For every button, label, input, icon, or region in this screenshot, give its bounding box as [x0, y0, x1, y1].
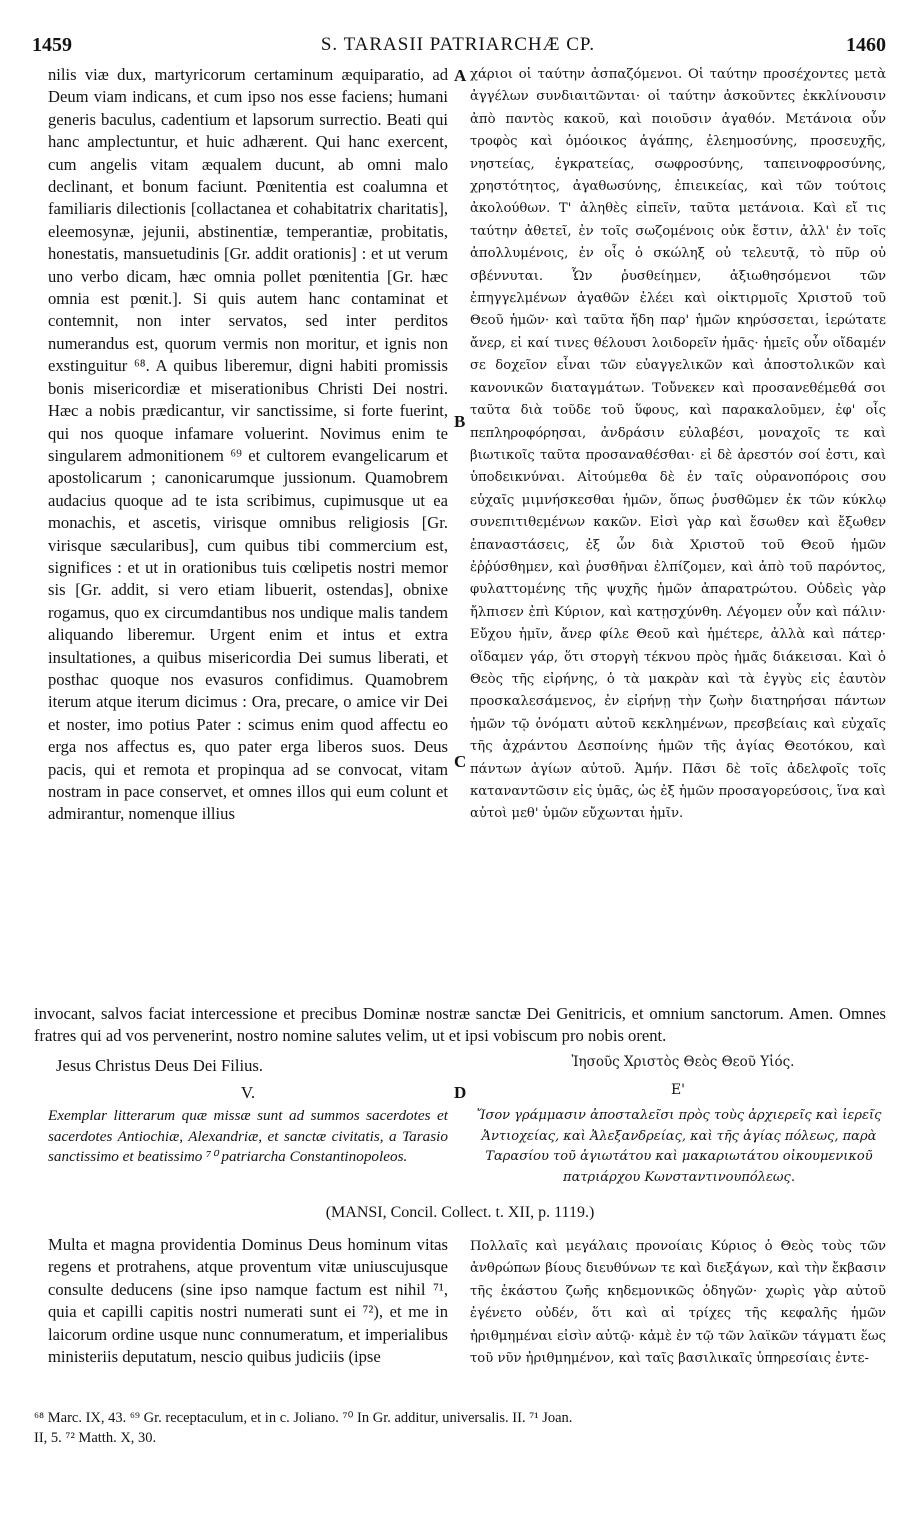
- letter-heading-latin: Exemplar litterarum quæ missæ sunt ad summos sacerdotes et sacerdotes Antiochiæ, Alexandriæ, et sanctæ civitatis, a Tarasio sanctissimo et beatissimo ⁷⁰ patriarcha Constantinopoleos.: [48, 1107, 448, 1165]
- greek-text-top: χάριοι οἱ ταύτην ἀσπαζόμενοι. Οἱ ταύτην προσέχοντες μετὰ ἀγγέλων συνδιαιτῶνται· οἱ ταύτην ἀσκοῦντες ἐκκλίνουσιν ἀπὸ παντὸς κακοῦ, καὶ ποιοῦσιν ἀγαθόν. Μετάνοια οὖν τροφὸς καὶ ὁμόοικος ἀγάπης, ἐλεημοσύνης, προσευχῆς, νηστείας, ἐγκρατείας, σωφροσύνης, ταπεινοφροσύνης, χρηστότητος, ἀγαθωσύνης, ἐπιεικείας, καὶ τῶν τούτοις ἀκολούθων. Τ' ἀληθὲς εἰπεῖν, ταῦτα μετάνοια. Καὶ εἴ τις ταύτην ἀθετεῖ, ἐν τοῖς σωζομένοις οὐκ ἔστιν, ἀλλ' ἐν τοῖς ἀπολλυμένοις, ἐν οἷς ὁ σκώληξ οὐ τελευτᾷ, τὸ πῦρ οὐ σβέννυται. Ὧν ῥυσθείημεν, ἀξιωθησόμενοι τῶν ἐπηγγελμένων ἀγαθῶν ἐλέει καὶ οἰκτιρμοῖς Χριστοῦ τοῦ Θεοῦ ἡμῶν· καὶ ταῦτα ἤδη παρ' ἡμῶν κηρύσσεται, ἱερώτατε ἄνερ, εἰ καί τινες θέλουσι λοιδορεῖν ἡμᾶς· ἡμεῖς οὖν οἴδαμέν σε δοχεῖον εἶναι τῶν εὐαγγελικῶν καὶ ἀποστολικῶν καὶ κανονικῶν διαταγμάτων. Τοὔνεκεν καὶ προσανεθέμεθά σοι ταῦτα διὰ τοῦδε τοῦ ὕφους, καὶ παρακαλοῦμεν, ἐφ' οἷς πεπληροφόρησαι, ἀνδράσιν εὐλαβέσι, μοναχοῖς τε καὶ βιωτικοῖς ταῦτα προσαναθέσθαι· εἰ δὲ ἀρεστόν σοί ἐστι, καὶ ὑποδεικνύναι. Αἰτούμεθα δὲ ἐν ταῖς οὐρανοπόροις σου εὐχαῖς μιμνήσκεσθαι ἡμῶν, ὅπως ῥυσθῶμεν ἐκ τῶν κύκλῳ συνεπιτιθεμένων κακῶν. Εἰσὶ γὰρ καὶ ἔσωθεν καὶ ἔξωθεν ἐπαναστάσεις, ἐξ ὧν διὰ Χριστοῦ τοῦ Θεοῦ ἡμῶν ἐῤῥύσθημεν, καὶ ῥυσθῆναι ἐλπίζομεν, καὶ ἀπὸ τοῦ παρόντος, φυλαττομένης τῆς ψυχῆς ἡμῶν ἀπαρατρώτου. Οὐδεὶς γὰρ ἤλπισεν ἐπὶ Κύριον, καὶ κατῃσχύνθη. Λέγομεν οὖν καὶ πάλιν· Εὔχου ἡμῖν, ἄνερ φίλε Θεοῦ καὶ ἡμέτερε, ἀλλὰ καὶ πάτερ· οἴδαμεν γάρ, ὅτι στοργὴ τέκνου πρὸς ἡμᾶς διάκεισαι. Καὶ ὁ Θεὸς τῆς εἰρήνης, ὁ τὰ μακρὰν καὶ τὰ ἐγγὺς εἰς ἑαυτὸν προσκαλεσάμενος, ἐν εἰρήνῃ τὴν ζωὴν διατηρήσαι πάντων ἡμῶν τῷ ὀνόματι αὐτοῦ κεκλημένων, πρεσβείαις καὶ εὐχαῖς τῆς ἀχράντου Δεσποίνης ἡμῶν τῆς ἁγίας Θεοτόκου, καὶ πάντων ἁγίων αὐτοῦ. Ἀμήν. Πᾶσι δὲ τοῖς ἀδελφοῖς τοῖς καταναντῶσιν εἰς ὑμᾶς, ὡς ἐξ ἡμῶν προσαγορεύσοις, ἵνα καὶ αὐτοὶ μεθ' ὑμῶν εὔχωνται ἡμῖν.: [470, 67, 886, 822]
- section-number-greek: Ε': [670, 1082, 686, 1098]
- margin-marker-b: B: [454, 412, 466, 431]
- running-title: S. TARASII PATRIARCHÆ CP.: [320, 34, 596, 55]
- letter-heading-greek: Ἴσον γράμμασιν ἀποσταλεῖσι πρὸς τοὺς ἀρχιερεῖς καὶ ἱερεῖς Ἀντιοχείας, καὶ Ἀλεξανδρείας, καὶ τῆς ἁγίας πόλεως, παρὰ Ταρασίου τοῦ ἁγιωτάτου καὶ μακαριωτάτου οἰκουμενικοῦ πατριάρχου Κωνσταντινουπόλεως.: [476, 1108, 882, 1185]
- latin-column-top: [48, 64, 448, 826]
- greek-column-bottom: [470, 1236, 886, 1370]
- margin-marker-d: D: [454, 1083, 467, 1102]
- source-citation: (MANSI, Concil. Collect. t. XII, p. 1119.): [325, 1204, 595, 1221]
- page-header: [30, 34, 886, 62]
- section-number-latin: V.: [240, 1083, 256, 1102]
- margin-marker-c: C: [454, 752, 467, 771]
- latin-column-bottom: [48, 1234, 448, 1368]
- signature-greek: Ἰησοῦς Χριστὸς Θεὸς Θεοῦ Υἱός.: [571, 1054, 795, 1070]
- greek-text-bottom: Πολλαῖς καὶ μεγάλαις προνοίαις Κύριος ὁ Θεὸς τοὺς τῶν ἀνθρώπων βίους διευθύνων τε καὶ διεξάγων, καὶ τὴν ἔκβασιν τῆς ἑκάστου ζωῆς κηδεμονικῶς ὁδηγῶν· χωρὶς γὰρ αὐτοῦ ἐγένετο οὐδέν, ὅτι καὶ αἱ τρίχες τῆς κεφαλῆς ἡμῶν ἠριθμημέναι εἰσὶν αὐτῷ· κἀμὲ ἐν τῷ τῶν λαϊκῶν τάγματι ἕως τοῦ νῦν ἠριθμημένον, καὶ ταῖς βασιλικαῖς ὑπηρεσίαις ἐντε-: [470, 1239, 886, 1367]
- signature-latin: Jesus Christus Deus Dei Filius.: [56, 1056, 263, 1075]
- footnote-line-1: ⁶⁸ Marc. IX, 43. ⁶⁹ Gr. receptaculum, et in c. Joliano. ⁷⁰ In Gr. additur, universalis. II. ⁷¹ Joan.: [34, 1410, 573, 1426]
- latin-full-width-paragraph: invocant, salvos faciat intercessione et precibus Dominæ nostræ sanctæ Dei Genitricis, et omnium sanctorum. Amen. Omnes fratres qui ad vos pervenerint, nostro nomine salutes velim, ut et ipsi vobiscum pro nobis orent.: [34, 1003, 886, 1045]
- latin-text-bottom: Multa et magna providentia Dominus Deus hominum vitas regens et protrahens, atque proventum vitæ uniuscujusque consulte deducens (sine ipso namque factum est nihil ⁷¹, quia et capilli capitis nostri numerati sunt ei ⁷²), et me in laicorum ordine usque nunc connumeratum, et imperialibus ministeriis deputatum, nescio quibus judiciis (ipse: [48, 1235, 448, 1367]
- latin-text-top: nilis viæ dux, martyricorum certaminum æquiparatio, ad Deum viam indicans, et cum ipso nos esse faciens; humani generis baculus, cadentium et lapsorum surrectio. Beati qui hanc amplectuntur, et huic adhærent. Qui hanc exercent, cum angelis vitam æqualem ducunt, ab omni malo declinant, et bonum faciunt. Pœnitentia est coalumna et familiaris dilectionis [collactanea et cohabitatrix charitatis], eleemosynæ, jejunii, abstinentiæ, temperantiæ, probitatis, honestatis, mansuetudinis [Gr. addit orationis] : et ut verum uno verbo dicam, hæc omnia pollet pœnitentia [Gr. hæc omnia est pœnit.]. Si quis autem hanc contaminat et contemnit, non inter servatos, sed inter perditos numerandus est, quorum vermis non moritur, et ignis non exstinguitur ⁶⁸. A quibus liberemur, digni habiti promissis bonis misericordiæ et miserationibus Christi Dei nostri. Hæc a nobis prædicantur, vir sanctissime, si forte fuerint, qui nos quoque infamare voluerint. Novimus enim te singularem admonitionem ⁶⁹ et cultorem evangelicarum et apostolicarum ; canonicarumque jussionum. Quamobrem audacius quoque ad te ista scribimus, cupimusque ut ea monachis, et ascetis, virisque omnibus religiosis [Gr. virisque sæcularibus], cum quibus tibi commercium est, significes : et ut in orationibus tuis cœlipetis nostri memor sis [Gr. addit, si vero etiam libuerit, ostendas], obnixe rogamus, quo ex circumdantibus nos undique malis tandem aliquando liberemur. Urgent enim et intus et extra insultationes, a quibus misericordia Dei sumus liberati, et posthac quoque nos evasuros confidimus. Quamobrem iterum atque iterum dicimus : Ora, precare, o amice vir Dei et noster, imo potius Pater : scimus enim quod affectu eo erga nos affectus es, quo pater erga liberos suos. Deus pacis, qui et remota et propinqua ad se convocat, vitam nostram in pace conservet, et omnes illos qui eum colunt et admirantur, nomenque illius: [48, 65, 448, 824]
- footnote-line-2: II, 5. ⁷² Matth. X, 30.: [34, 1430, 157, 1446]
- left-page-number: 1459: [32, 34, 72, 56]
- greek-column-top: [470, 64, 886, 826]
- footnotes: [34, 1408, 886, 1448]
- right-page-number: 1460: [846, 34, 886, 56]
- margin-marker-a: A: [454, 66, 467, 85]
